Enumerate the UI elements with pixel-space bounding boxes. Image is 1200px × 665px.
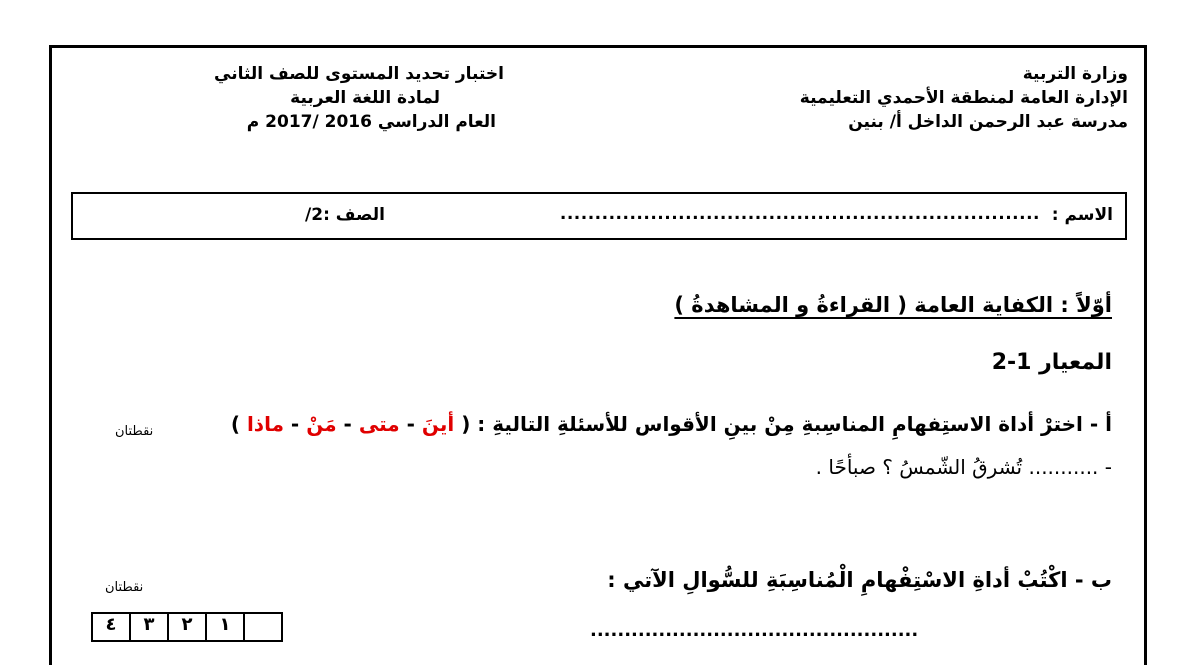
option-separator: - xyxy=(283,412,307,436)
score-cell[interactable]: ٢ xyxy=(168,613,206,641)
question-a-prompt: أ - اخترْ أداة الاستِفهامِ المناسِبةِ مِنْ بينِ الأقواس للأسئلةِ التاليةِ : ( xyxy=(461,412,1112,436)
question-a-points: نقطتان xyxy=(115,424,154,439)
question-a-item-1: - ........... تُشرقُ الشّمسُ ؟ صبأحًا . xyxy=(815,455,1112,479)
question-b: ب - اكْتُبْ أداةِ الاسْتِفْهامِ الْمُناسِبَةِ للسُّوالِ الآتي : xyxy=(607,568,1112,592)
exam-title: اختبار تحديد المستوى للصف الثاني xyxy=(214,64,504,84)
score-cell[interactable] xyxy=(244,613,282,641)
exam-header xyxy=(150,62,510,134)
student-info-box xyxy=(71,192,1127,240)
ministry-header xyxy=(708,62,1128,134)
score-cell[interactable]: ٣ xyxy=(130,613,168,641)
class-label: الصف :2/ xyxy=(305,205,385,225)
name-label: الاسم : xyxy=(1051,205,1113,225)
ministry-name: وزارة التربية xyxy=(1022,64,1128,84)
exam-subject: لمادة اللغة العربية xyxy=(290,88,440,108)
score-grid xyxy=(91,612,283,642)
academic-year: العام الدراسي 2016 /2017 م xyxy=(246,112,496,132)
option-where: أينَ xyxy=(421,412,455,436)
option-who: مَنْ xyxy=(306,412,337,436)
district-name: الإدارة العامة لمنطقة الأحمدي التعليمية xyxy=(799,88,1128,108)
school-name: مدرسة عبد الرحمن الداخل أ/ بنين xyxy=(848,112,1128,132)
section-title: أوّلاً : الكفاية العامة ( القراءةُ و المشاهدةُ ) xyxy=(674,293,1112,317)
question-b-points: نقطتان xyxy=(105,580,144,595)
question-a xyxy=(231,412,1112,436)
name-field[interactable]: ..................................................................... xyxy=(559,204,1040,224)
option-when: متى xyxy=(358,412,400,436)
criterion-title: المعيار 1-2 xyxy=(991,350,1112,375)
option-separator: - xyxy=(336,412,359,436)
option-what: ماذا xyxy=(246,412,284,436)
question-a-close: ) xyxy=(230,412,247,436)
score-cell[interactable]: ٤ xyxy=(92,613,130,641)
question-b-answer-line: ................................................ xyxy=(590,620,919,641)
option-separator: - xyxy=(399,412,422,436)
score-cell[interactable]: ١ xyxy=(206,613,244,641)
